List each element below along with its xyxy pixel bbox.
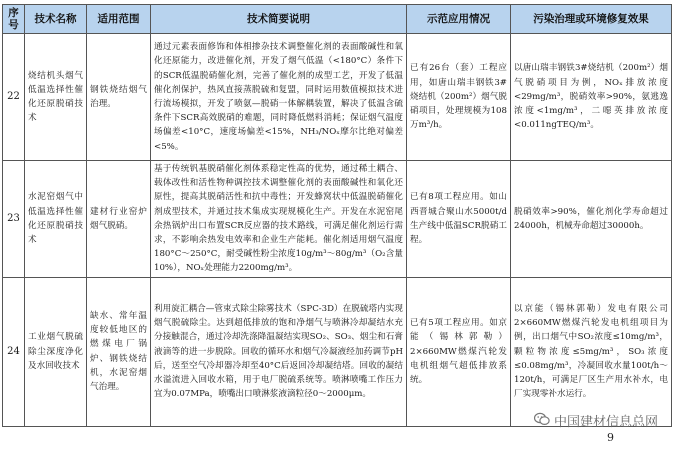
header-effect: 污染治理或环境修复效果 (511, 5, 672, 34)
table-row (3, 161, 672, 278)
technology-description: 通过元素表面修饰和体相掺杂技术调整催化剂的表面酸碱性和氧化还原能力，改进催化剂，开发了烟气低温（<180°C）条件下的SCR低温脱硝催化剂，完善了催化剂的成型工艺，开发了低温催化剂保护，热风直接蒸脱硫和复盟，同时运用数值模拟技术进行流场模拟，开发了喷氨—脱硝一体解耦装置，解决了低温含硫条件下SCR高效脱硝的难题，同时降低燃料消耗；保证烟气温度场偏差<10°C，速度场偏差<15%，NH₃/NOₓ摩尔比绝对偏差<5%。 (151, 34, 407, 161)
technology-description: 利用旋汇耦合—管束式除尘除雾技术（SPC-3D）在脱硫塔内实现烟气脱硫除尘。达到超低排放的饱和净烟气与喷淋冷却凝结水充分接触混合，通过冷却洗涤降温凝结实现SO₂、SO₃、烟尘和石膏液滴等的进一步脱除。回收的循环水和烟气冷凝液经加药调节pH后，送至空气冷却器冷却至40°C后返回冷却凝结塔。回收的凝结水溢流进入回收水箱，用于电厂脱硫系统等。喷淋喷嘴工作压力宜为0.07MPa，喷嘴出口喷淋浆液滴粒径0～2000μm。 (151, 277, 407, 426)
application-scope: 钢铁烧结烟气治理。 (87, 34, 151, 161)
treatment-effect: 以唐山瑞丰钢铁3#烧结机（200m²）烟气脱硝项目为例，NOₓ排放浓度<29mg/m³，脱硝效率>90%，氨逃逸浓度<1mg/m³，二噁英排放浓度<0.011ngTEQ/m³。 (511, 34, 672, 161)
watermark-text: 中国建材信息总网 (553, 415, 658, 430)
header-demo: 示范应用情况 (407, 5, 511, 34)
technology-name: 水泥窑烟气中低温选择性催化还原脱硝技术 (25, 161, 87, 278)
demo-application: 已有8项工程应用。如山西晋城合聚山水5000t/d生产线中低温SCR脱硝工程。 (407, 161, 511, 278)
row-number: 23 (3, 161, 25, 278)
technology-name: 烧结机头烟气低温选择性催化还原脱硝技术 (25, 34, 87, 161)
header-desc: 技术简要说明 (151, 5, 407, 34)
demo-application: 已有26台（套）工程应用，如唐山瑞丰钢铁3#烧结机（200m²）烟气脱硝项目，处理规模为108万m³/h。 (407, 34, 511, 161)
table-header-row (3, 5, 672, 34)
row-number: 22 (3, 34, 25, 161)
header-scope: 适用范围 (87, 5, 151, 34)
row-number: 24 (3, 277, 25, 426)
demo-application: 已有5项工程应用。如京能（锡林郭勒）2×660MW燃煤汽轮发电机组烟气超低排放系统。 (407, 277, 511, 426)
table-row (3, 34, 672, 161)
technology-description: 基于传统钒基脱硝催化剂体系稳定性高的优势，通过稀土耦合、载体改性和活性物种调控技术调整催化剂的表面酸碱性和氧化还原性，提高其脱硝活性和抗中毒性；开发蜂窝状中低温脱硝催化剂成型技术，并通过技术集成实现规模化生产。开发在水泥窑尾余热锅炉出口布置SCR反应器的技术路线，可满足催化剂运行需求，不影响余热发电效率和企业生产能耗。催化剂适用烟气温度180°C～250°C，耐受碱性粉尘浓度10g/m³～80g/m³（O₂含量10%），NOₓ处理能力2200mg/m³。 (151, 161, 407, 278)
wechat-icon (534, 412, 550, 430)
treatment-effect: 以京能（锡林郭勒）发电有限公司2×660MW燃煤汽轮发电机组项目为例，出口烟气中SO₂浓度≤10mg/m³，颗粒物浓度≤5mg/m³，SO₃浓度≤0.08mg/m³，冷凝回收水量100t/h～120t/h，可满足厂区生产用水补水，电厂实现零补水运行。 (511, 277, 672, 426)
application-scope: 缺水、常年温度较低地区的燃煤电厂锅炉、钢铁烧结机，水泥窑烟气治理。 (87, 277, 151, 426)
header-seq: 序 号 (3, 5, 25, 34)
technology-name: 工业烟气脱硫除尘深度净化及水回收技术 (25, 277, 87, 426)
technology-table (2, 4, 672, 427)
page-number: 9 (607, 431, 614, 444)
treatment-effect: 脱硝效率>90%，催化剂化学寿命超过24000h，机械寿命超过30000h。 (511, 161, 672, 278)
watermark (534, 411, 658, 430)
header-name: 技术名称 (25, 5, 87, 34)
table-row (3, 277, 672, 426)
application-scope: 建材行业窑炉烟气脱硝。 (87, 161, 151, 278)
